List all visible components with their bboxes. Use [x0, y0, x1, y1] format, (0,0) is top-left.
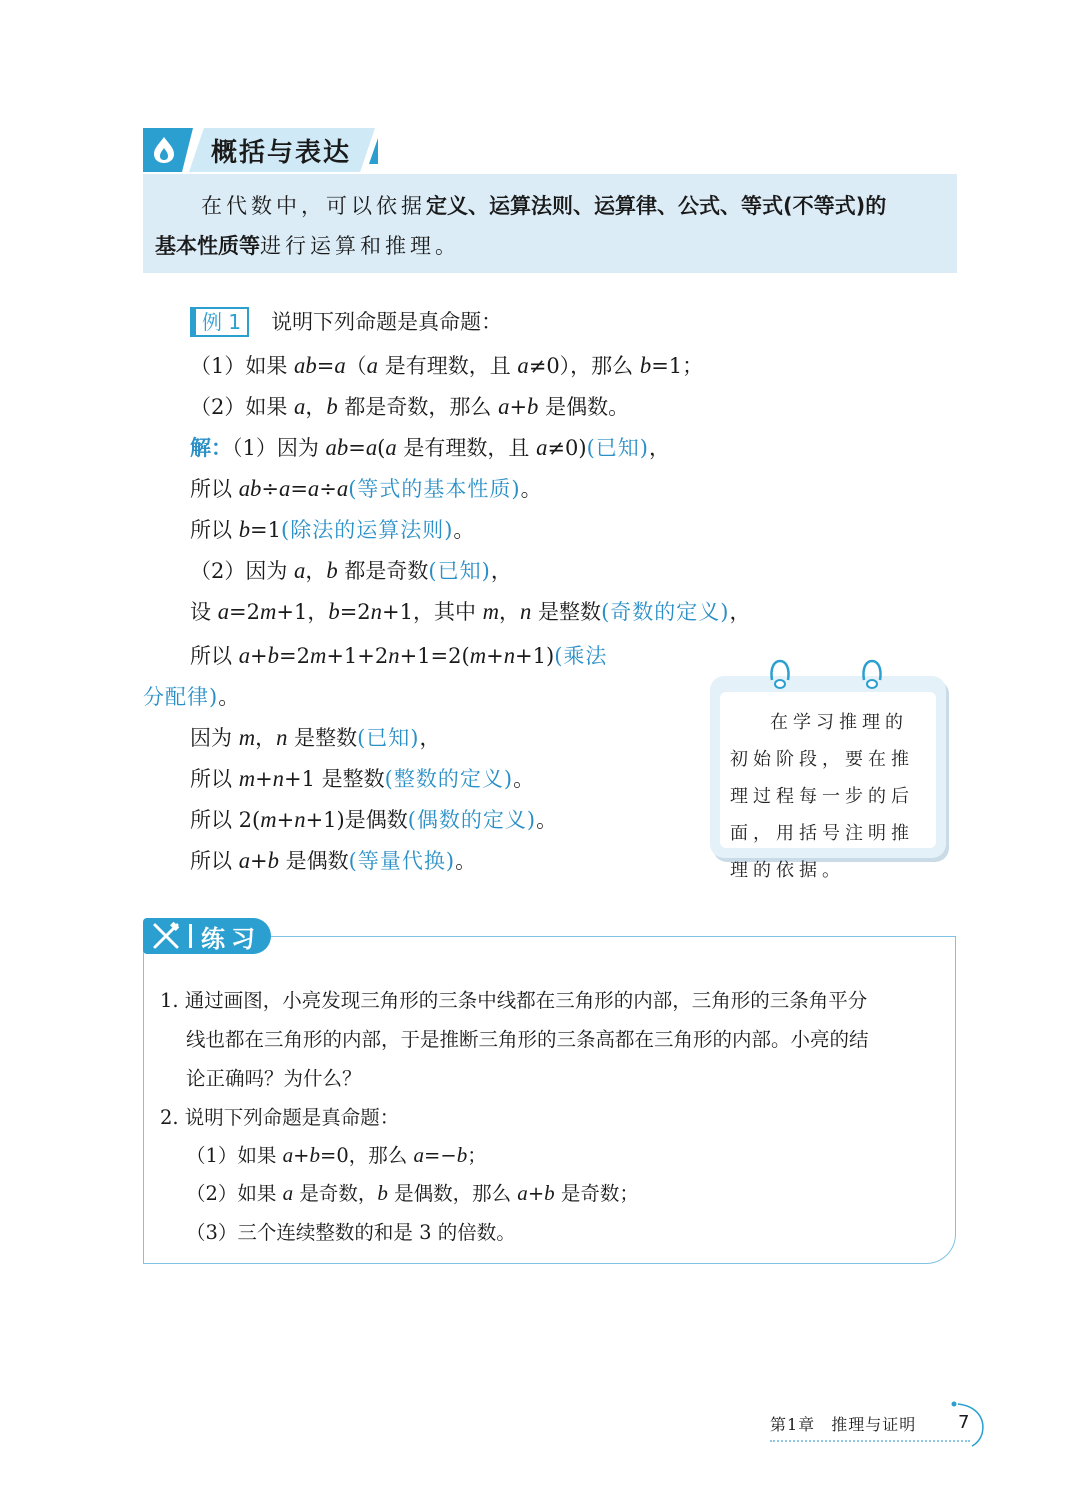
- note-card: [710, 676, 946, 881]
- solution-step-1: 解：（1）因为 ab=a(a 是有理数，且 a≠0)(已知)，: [190, 435, 670, 460]
- flame-icon: [151, 135, 177, 165]
- exercise-header: [143, 918, 273, 954]
- exercise-1-line-3: 论正确吗？为什么？: [186, 1067, 362, 1090]
- question-2: （2）如果 a，b 都是奇数，那么 a+b 是偶数。: [190, 394, 630, 419]
- annotation: (除法的运算法则): [281, 518, 454, 542]
- solution-label: 解：: [190, 436, 232, 460]
- solution-step-8: 所以 m+n+1 是整数(整数的定义)。: [190, 766, 535, 791]
- note-text: 在学习推理的初始阶段，要在推理过程每一步的后面，用括号注明推理的依据。: [730, 712, 914, 881]
- page-number: 7: [958, 1412, 970, 1433]
- exercise-1-line-1: 1. 通过画图，小亮发现三角形的三条中线都在三角形的内部，三角形的三条角平分: [160, 989, 868, 1012]
- binder-ring-icon: [860, 658, 884, 692]
- exercise-2-item-3: （3）三个连续整数的和是 3 的倍数。: [186, 1221, 516, 1244]
- annotation: (整数的定义): [384, 767, 514, 791]
- example-label: 例 1: [190, 307, 249, 337]
- footer-dotted-rule: [770, 1440, 970, 1442]
- section-header: [143, 128, 383, 172]
- example-prompt-line: [190, 306, 502, 337]
- solution-step-4: （2）因为 a，b 都是奇数(已知)，: [190, 558, 512, 583]
- section-title-accent: [369, 138, 378, 164]
- solution-step-10: 所以 a+b 是偶数(等量代换)。: [190, 848, 477, 873]
- page-footer: [770, 1400, 990, 1450]
- exercise-2: 2. 说明下列命题是真命题：: [160, 1106, 400, 1129]
- annotation: 分配律): [143, 685, 219, 709]
- solution-step-6-cont: 分配律)。: [143, 685, 240, 709]
- annotation: (等式的基本性质): [348, 477, 521, 501]
- binder-ring-icon: [768, 658, 792, 692]
- solution-step-5: 设 a=2m+1，b=2n+1，其中 m，n 是整数(奇数的定义)，: [190, 599, 751, 624]
- solution-step-3: 所以 b=1(除法的运算法则)。: [190, 517, 475, 542]
- solution-step-7: 因为 m，n 是整数(已知)，: [190, 725, 441, 750]
- section-badge: [143, 128, 193, 172]
- solution-step-2: 所以 ab÷a=a÷a(等式的基本性质)。: [190, 476, 542, 501]
- annotation: (奇数的定义): [601, 600, 730, 624]
- exercise-2-item-2: （2）如果 a 是奇数，b 是偶数，那么 a+b 是奇数；: [186, 1181, 639, 1205]
- solution-step-6: 所以 a+b=2m+1+2n+1=2(m+n+1)(乘法: [190, 643, 608, 668]
- ruler-pencil-icon: [149, 921, 185, 951]
- annotation: (偶数的定义): [407, 808, 537, 832]
- chapter-number: 第1章: [770, 1415, 816, 1434]
- summary-text-2: 进行运算和推理。: [260, 234, 460, 258]
- example-prompt: 说明下列命题是真命题：: [271, 310, 503, 334]
- question-1: （1）如果 ab=a（a 是有理数，且 a≠0），那么 b=1；: [190, 353, 704, 378]
- exercise-2-item-1: （1）如果 a+b=0，那么 a=−b；: [186, 1143, 487, 1167]
- summary-bold-2: 基本性质等: [155, 234, 260, 258]
- exercise-1-line-2: 线也都在三角形的内部，于是推断三角形的三条高都在三角形的内部。小亮的结: [186, 1028, 869, 1051]
- section-title: 概括与表达: [211, 138, 352, 168]
- exercise-header-separator: [189, 924, 192, 948]
- chapter-title: 推理与证明: [831, 1415, 917, 1434]
- chapter-label: [770, 1412, 932, 1435]
- summary-box: [143, 174, 957, 273]
- exercise-title: 练习: [201, 925, 261, 953]
- summary-text-1: 在代数中，可以依据: [201, 194, 426, 218]
- summary-bold-1: 定义、运算法则、运算律、公式、等式(不等式)的: [426, 194, 887, 218]
- annotation: (等量代换): [348, 849, 456, 873]
- annotation: (已知): [428, 559, 491, 583]
- annotation: (乘法: [554, 644, 608, 668]
- solution-step-9: 所以 2(m+n+1)是偶数(偶数的定义)。: [190, 807, 558, 832]
- annotation: (已知): [586, 436, 649, 460]
- annotation: (已知): [357, 726, 420, 750]
